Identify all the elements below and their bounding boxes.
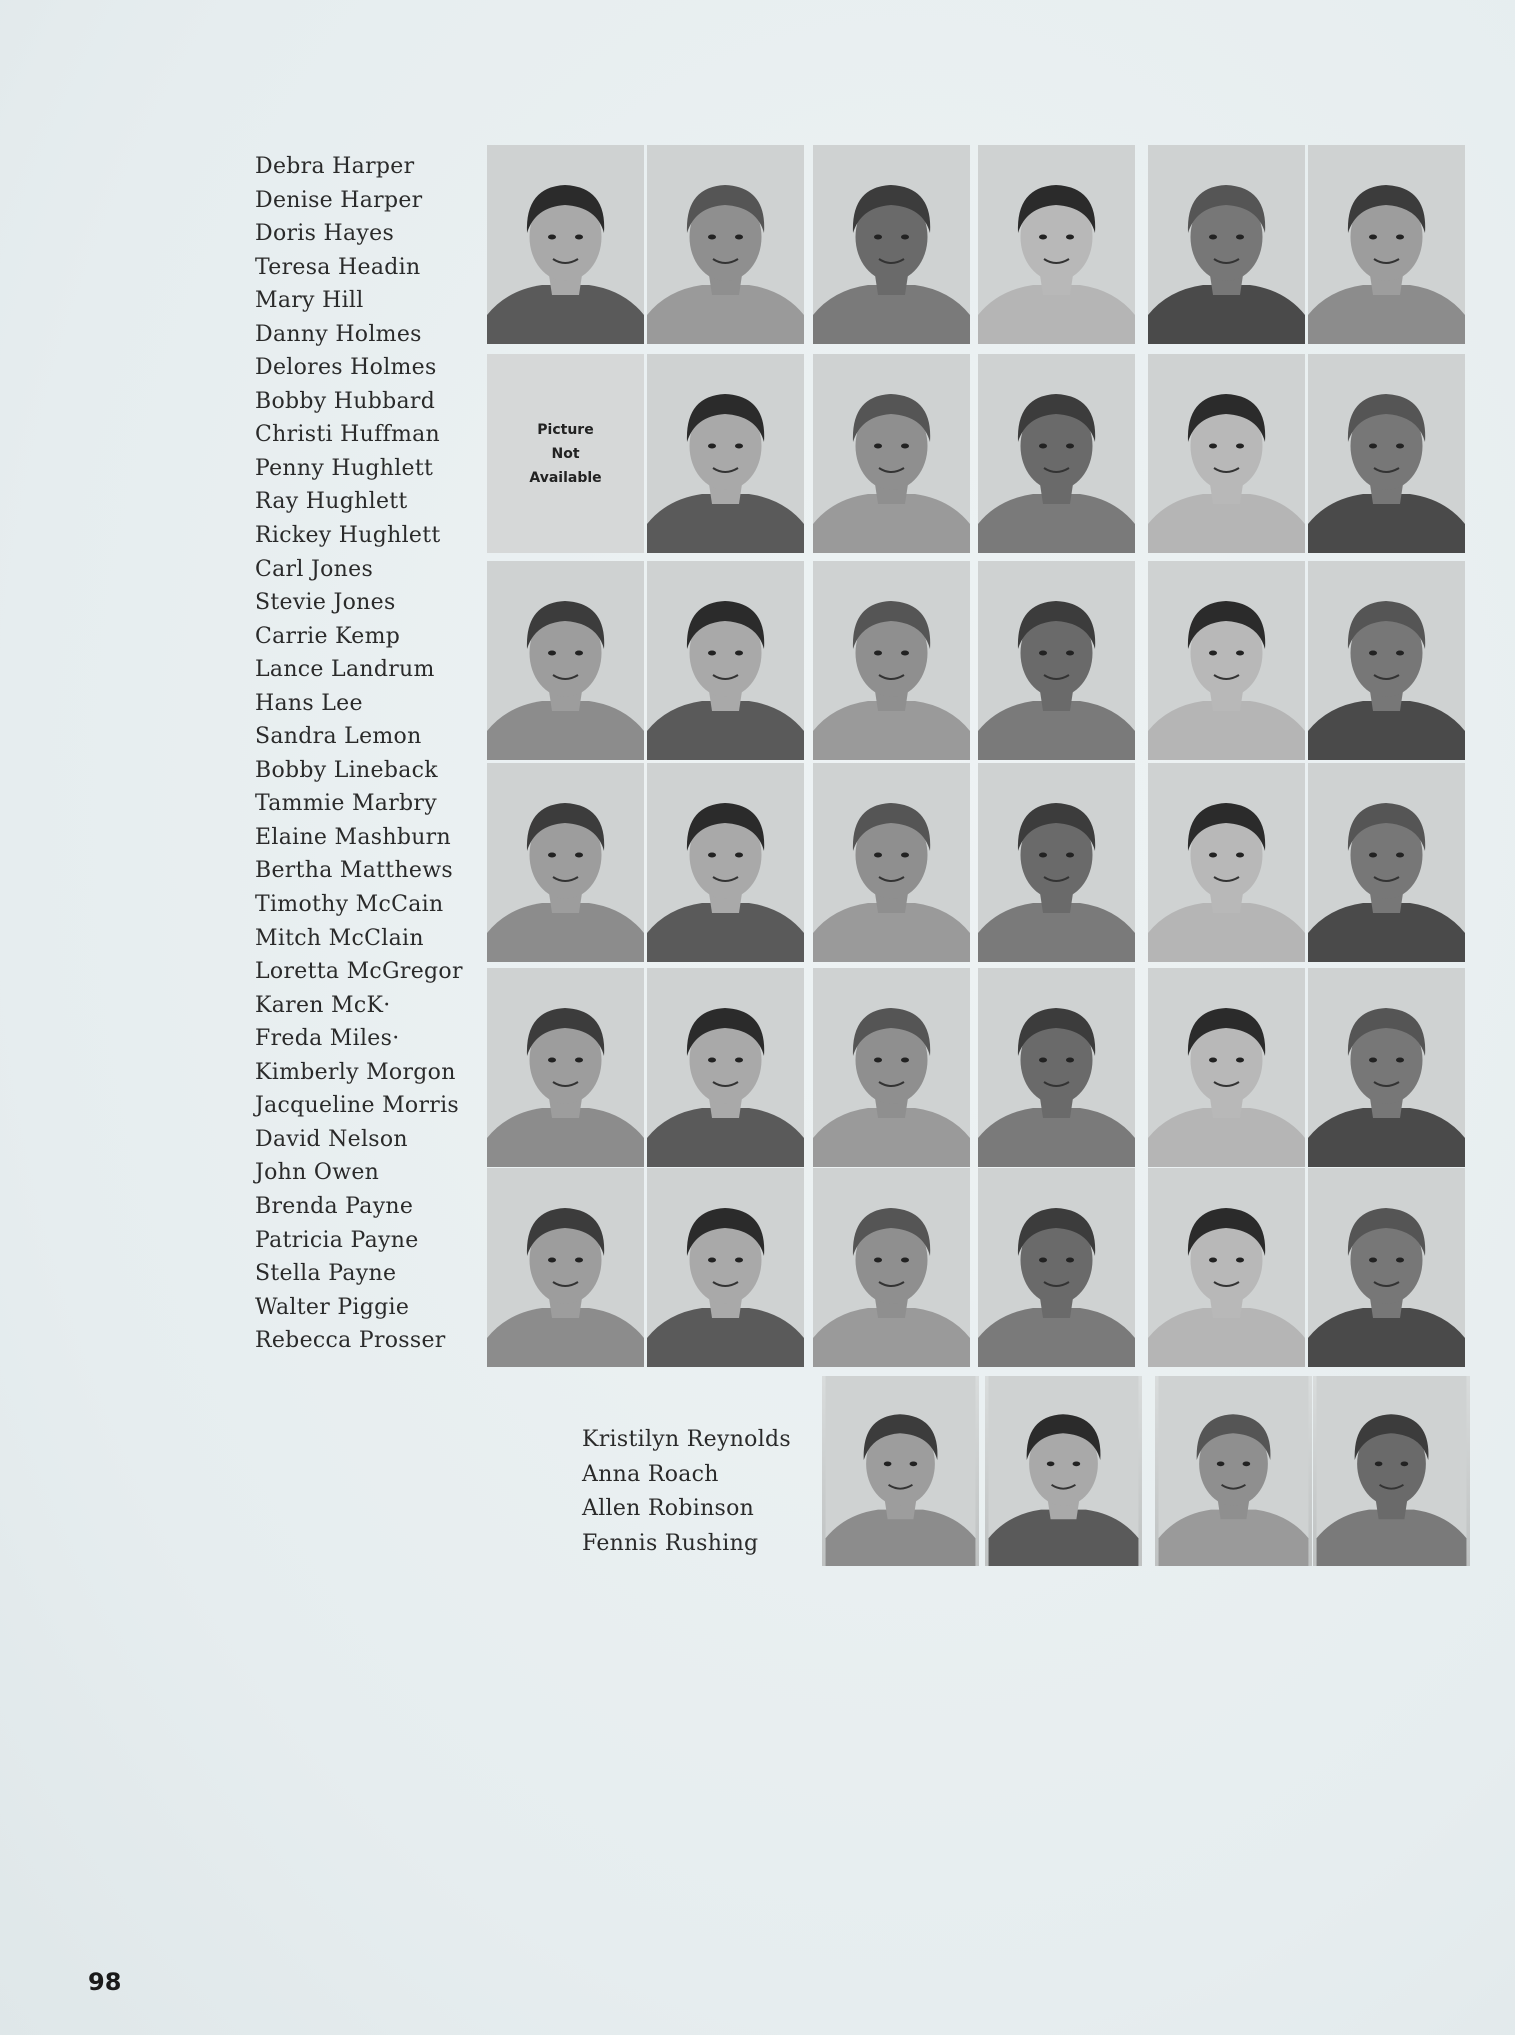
- student-portrait: [1148, 763, 1305, 962]
- student-portrait: [822, 1376, 979, 1566]
- student-name: Delores Holmes: [255, 355, 437, 381]
- student-portrait: [978, 968, 1135, 1167]
- extra-student-name-list: [582, 1423, 812, 1561]
- student-name: Anna Roach: [582, 1461, 719, 1487]
- student-portrait: [1148, 561, 1305, 760]
- student-portrait: [978, 561, 1135, 760]
- student-name: Patricia Payne: [255, 1227, 419, 1253]
- student-name: Karen McK·: [255, 992, 391, 1018]
- student-name: Debra Harper: [255, 154, 415, 179]
- student-name: Danny Holmes: [255, 321, 422, 347]
- placeholder-line: Not: [551, 445, 580, 462]
- student-name: Freda Miles·: [255, 1026, 400, 1052]
- student-name: Bobby Hubbard: [255, 388, 436, 414]
- student-portrait: [647, 763, 804, 962]
- student-name: Doris Hayes: [255, 221, 395, 247]
- student-name: Fennis Rushing: [582, 1530, 759, 1556]
- page-number: 98: [88, 1968, 122, 1996]
- student-name: Loretta McGregor: [255, 959, 463, 985]
- student-name: Mitch McClain: [255, 925, 424, 951]
- student-portrait: [647, 968, 804, 1167]
- student-portrait: [1148, 968, 1305, 1167]
- student-name: Stevie Jones: [255, 590, 396, 616]
- student-portrait: [1308, 1168, 1465, 1367]
- student-portrait: [1308, 561, 1465, 760]
- student-portrait: [813, 561, 970, 760]
- student-name: Elaine Mashburn: [255, 824, 451, 850]
- student-portrait: [985, 1376, 1142, 1566]
- student-portrait: [813, 145, 970, 344]
- student-portrait: [978, 145, 1135, 344]
- student-name: Mary Hill: [255, 288, 364, 314]
- placeholder-line: Available: [529, 469, 602, 486]
- student-portrait: [1308, 354, 1465, 553]
- student-name: Kristilyn Reynolds: [582, 1427, 792, 1452]
- student-portrait: [487, 968, 644, 1167]
- student-name: David Nelson: [255, 1126, 408, 1152]
- student-portrait: [647, 354, 804, 553]
- student-portrait: [978, 354, 1135, 553]
- student-name: Brenda Payne: [255, 1193, 414, 1219]
- student-portrait: [647, 561, 804, 760]
- student-name: Ray Hughlett: [255, 489, 408, 515]
- student-name: Christi Huffman: [255, 422, 441, 448]
- picture-not-available-placeholder: [487, 354, 644, 553]
- student-name: Lance Landrum: [255, 657, 435, 683]
- student-name: Carl Jones: [255, 556, 374, 582]
- student-name: Penny Hughlett: [255, 455, 434, 481]
- student-portrait: [1308, 968, 1465, 1167]
- student-portrait: [1308, 145, 1465, 344]
- placeholder-text: [516, 418, 616, 490]
- student-name: Hans Lee: [255, 690, 363, 716]
- student-name: Walter Piggie: [255, 1294, 410, 1320]
- student-name: John Owen: [255, 1160, 380, 1186]
- student-name: Bertha Matthews: [255, 858, 453, 884]
- student-name-list: [255, 150, 485, 1358]
- student-portrait: [487, 561, 644, 760]
- student-portrait: [1308, 763, 1465, 962]
- student-name: Stella Payne: [255, 1261, 397, 1287]
- student-name: Jacqueline Morris: [255, 1093, 460, 1119]
- student-portrait: [813, 968, 970, 1167]
- student-portrait: [1155, 1376, 1312, 1566]
- student-portrait: [813, 354, 970, 553]
- student-name: Allen Robinson: [582, 1496, 755, 1521]
- student-name: Teresa Headin: [255, 254, 421, 280]
- student-name: Timothy McCain: [255, 892, 444, 918]
- student-name: Carrie Kemp: [255, 623, 401, 649]
- student-name: Rickey Hughlett: [255, 523, 441, 549]
- student-name: Kimberly Morgon: [255, 1059, 456, 1085]
- student-portrait: [647, 1168, 804, 1367]
- placeholder-line: Picture: [537, 421, 594, 438]
- student-portrait: [487, 1168, 644, 1367]
- student-portrait: [1148, 354, 1305, 553]
- student-name: Tammie Marbry: [255, 791, 437, 817]
- student-portrait: [487, 763, 644, 962]
- student-portrait: [1313, 1376, 1470, 1566]
- student-name: Bobby Lineback: [255, 757, 438, 783]
- student-portrait: [978, 1168, 1135, 1367]
- student-portrait: [647, 145, 804, 344]
- student-name: Denise Harper: [255, 187, 423, 213]
- student-name: Sandra Lemon: [255, 724, 422, 750]
- student-portrait: [1148, 1168, 1305, 1367]
- student-portrait: [813, 1168, 970, 1367]
- student-portrait: [813, 763, 970, 962]
- student-portrait: [487, 145, 644, 344]
- student-portrait: [978, 763, 1135, 962]
- student-portrait: [1148, 145, 1305, 344]
- student-name: Rebecca Prosser: [255, 1328, 446, 1354]
